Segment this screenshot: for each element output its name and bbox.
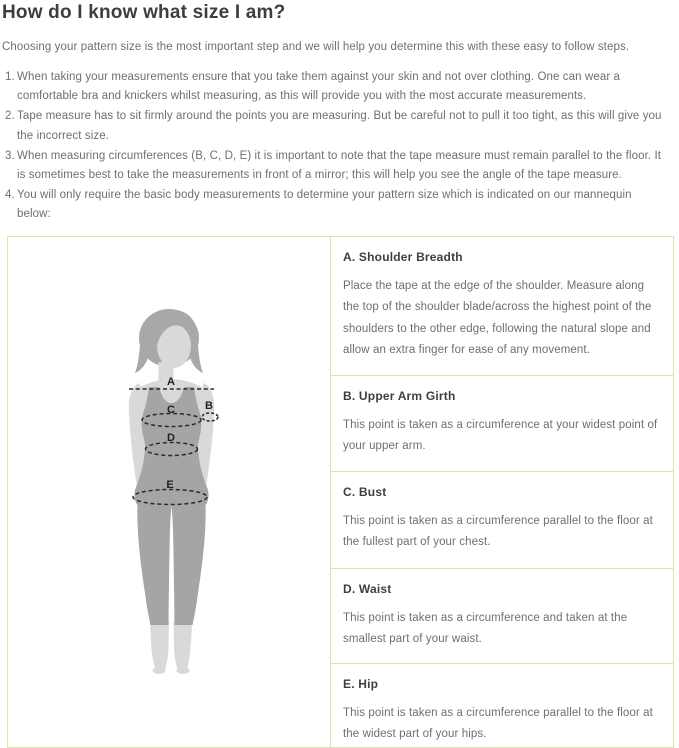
measurement-title: A. Shoulder Breadth [343, 249, 463, 264]
mannequin-calf-right [174, 621, 193, 673]
measurement-row-upper-arm-girth [331, 376, 673, 472]
marker-label-c: C [167, 403, 175, 416]
measurement-row-hip [331, 664, 673, 747]
measurement-table [7, 236, 674, 748]
measurement-description: This point is taken as a circumference parallel to the floor at the fullest part of your chest. [343, 514, 653, 549]
steps-list [2, 68, 664, 225]
step-number: 1. [5, 71, 15, 83]
step-item-2 [2, 107, 664, 145]
step-number: 2. [5, 110, 15, 123]
step-item-4 [2, 186, 664, 224]
measurement-description: This point is taken as a circumference at your widest point of your upper arm. [343, 418, 658, 453]
mannequin-calf-left [150, 621, 169, 673]
measurement-title: E. Hip [343, 676, 379, 691]
step-text: When taking your measurements ensure that you take them against your skin and not over clothing. One can wear a comfortable bra and knickers whilst measuring, as this will provide you with the most accurate measurements. [17, 71, 621, 103]
marker-label-a: A [167, 375, 175, 388]
measurement-title: D. Waist [343, 581, 392, 596]
measurement-info-column [331, 237, 673, 747]
page-title: How do I know what size I am? [2, 2, 286, 23]
mannequin-figure [8, 237, 330, 747]
mannequin-diagram-cell [8, 237, 331, 747]
step-item-1 [2, 68, 664, 106]
measurement-description: Place the tape at the edge of the shoulder. Measure along the top of the shoulder blade/across the highest point of the shoulders to the other edge, following the natural slope and allow an extra finger for ease of any movement. [343, 279, 652, 357]
step-text: You will only require the basic body measurements to determine your pattern size which is indicated on our mannequin below: [17, 189, 632, 221]
mannequin-foot-left [153, 667, 166, 674]
marker-label-d: D [167, 431, 175, 444]
mannequin-foot-right [177, 667, 190, 674]
step-item-3 [2, 147, 664, 185]
measurement-row-waist [331, 569, 673, 664]
step-number: 3. [5, 149, 15, 162]
step-text: Tape measure has to sit firmly around the points you are measuring. But be careful not to pull it too tight, as this will give you the incorrect size. [17, 110, 662, 142]
measurement-row-bust [331, 472, 673, 569]
step-number: 4. [5, 189, 15, 202]
measurement-description: This point is taken as a circumference parallel to the floor at the widest part of your hips. [343, 706, 653, 741]
marker-label-e: E [166, 478, 174, 491]
intro-paragraph: Choosing your pattern size is the most important step and we will help you determine this with these easy to follow steps. [2, 41, 630, 53]
measurement-row-shoulder-breadth [331, 237, 673, 376]
measurement-title: B. Upper Arm Girth [343, 388, 456, 403]
measurement-description: This point is taken as a circumference and taken at the smallest part of your waist. [343, 611, 628, 646]
marker-label-b: B [205, 399, 213, 412]
step-text: When measuring circumferences (B, C, D, E) it is important to note that the tape measure must remain parallel to the floor. It is sometimes best to take the measurements in front of a mirror; this will help you see the angle of the tape measure. [17, 149, 662, 182]
measurement-title: C. Bust [343, 484, 387, 499]
